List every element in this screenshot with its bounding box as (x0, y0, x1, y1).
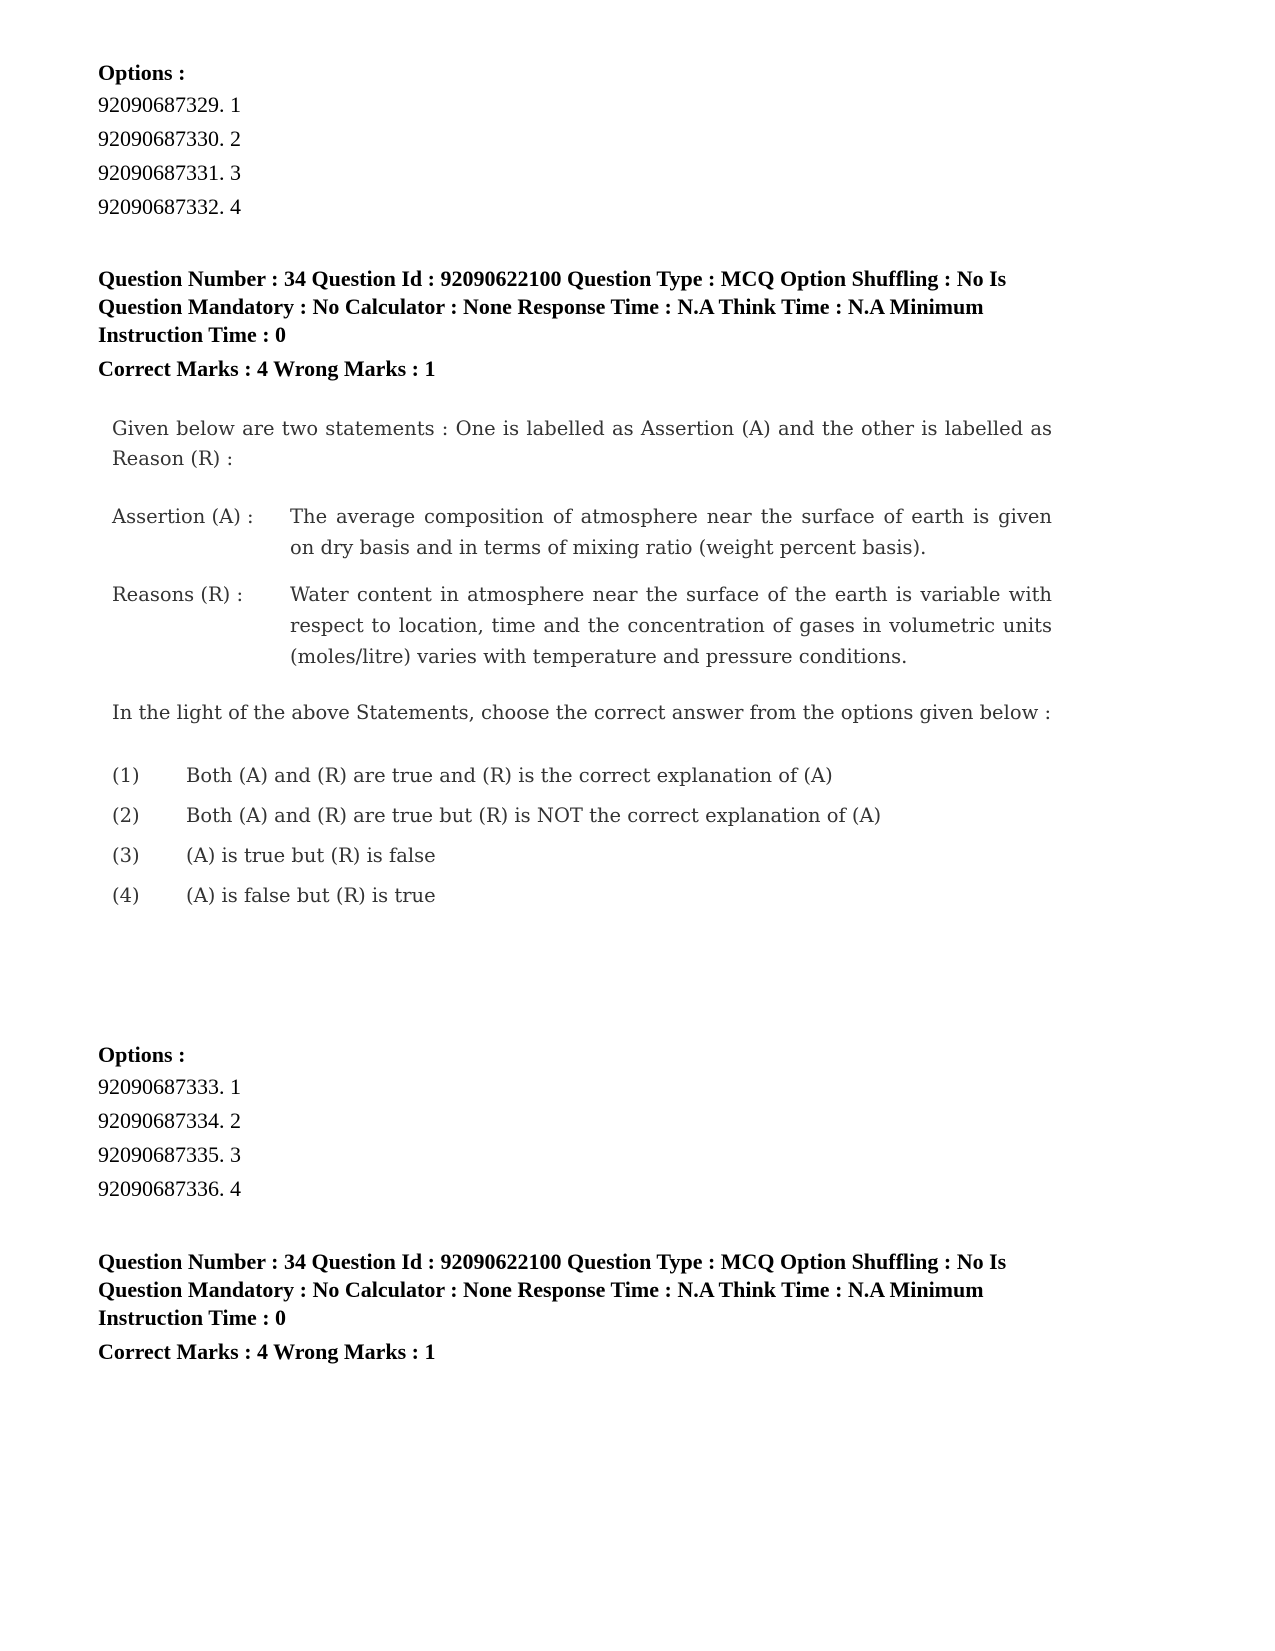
option-line: 92090687335. 3 (98, 1142, 241, 1167)
options-block-bottom (98, 1040, 1178, 1206)
question-meta-line: Question Mandatory : No Calculator : None Response Time : N.A Think Time : N.A Minimum (98, 294, 984, 319)
question-meta-line: Question Mandatory : No Calculator : None Response Time : N.A Think Time : N.A Minimum (98, 1277, 984, 1302)
option-line: 92090687330. 2 (98, 126, 241, 151)
option-line: 92090687333. 1 (98, 1074, 241, 1099)
question-meta-line: Question Number : 34 Question Id : 92090622100 Question Type : MCQ Option Shuffling : No Is (98, 266, 1007, 291)
question-meta-line: Instruction Time : 0 (98, 322, 287, 347)
option-line: 92090687332. 4 (98, 194, 241, 219)
reason-text: Water content in atmosphere near the surface of the earth is variable with respect to location, time and the concentration of gases in volumetric units (moles/litre) varies with temperature and pressure conditions. (290, 583, 1052, 668)
option-line: 92090687331. 3 (98, 160, 241, 185)
question-meta-line: Instruction Time : 0 (98, 1305, 287, 1330)
answer-choice (112, 796, 1052, 836)
question-instruction: In the light of the above Statements, choose the correct answer from the options given below : (112, 701, 1052, 724)
options-heading: Options : (98, 1042, 186, 1067)
question-marks: Correct Marks : 4 Wrong Marks : 1 (98, 356, 436, 381)
assertion-text: The average composition of atmosphere near the surface of earth is given on dry basis and in terms of mixing ratio (weight percent basis). (290, 505, 1052, 559)
choice-number: (3) (112, 844, 140, 867)
choice-text: Both (A) and (R) are true and (R) is the correct explanation of (A) (186, 764, 833, 787)
options-block-top (98, 58, 1178, 224)
answer-choices (112, 756, 1052, 916)
question-intro: Given below are two statements : One is labelled as Assertion (A) and the other is labelled as Reason (R) : (112, 417, 1052, 470)
choice-number: (2) (112, 804, 140, 827)
question-meta-line: Question Number : 34 Question Id : 92090622100 Question Type : MCQ Option Shuffling : No Is (98, 1249, 1007, 1274)
choice-text: (A) is false but (R) is true (186, 884, 436, 907)
question-meta-block (98, 265, 1178, 405)
choice-number: (4) (112, 884, 140, 907)
choice-text: (A) is true but (R) is false (186, 844, 436, 867)
answer-choice (112, 876, 1052, 916)
reason-statement (112, 579, 1052, 672)
choice-number: (1) (112, 764, 140, 787)
choice-text: Both (A) and (R) are true but (R) is NOT the correct explanation of (A) (186, 804, 882, 827)
option-line: 92090687336. 4 (98, 1176, 241, 1201)
reason-label: Reasons (R) : (112, 583, 244, 606)
option-line: 92090687334. 2 (98, 1108, 241, 1133)
answer-choice (112, 756, 1052, 796)
assertion-label: Assertion (A) : (112, 505, 254, 528)
question-body (112, 414, 1052, 916)
answer-choice (112, 836, 1052, 876)
question-marks: Correct Marks : 4 Wrong Marks : 1 (98, 1339, 436, 1364)
question-meta-block (98, 1248, 1178, 1388)
option-line: 92090687329. 1 (98, 92, 241, 117)
assertion-statement (112, 501, 1052, 563)
options-heading: Options : (98, 60, 186, 85)
